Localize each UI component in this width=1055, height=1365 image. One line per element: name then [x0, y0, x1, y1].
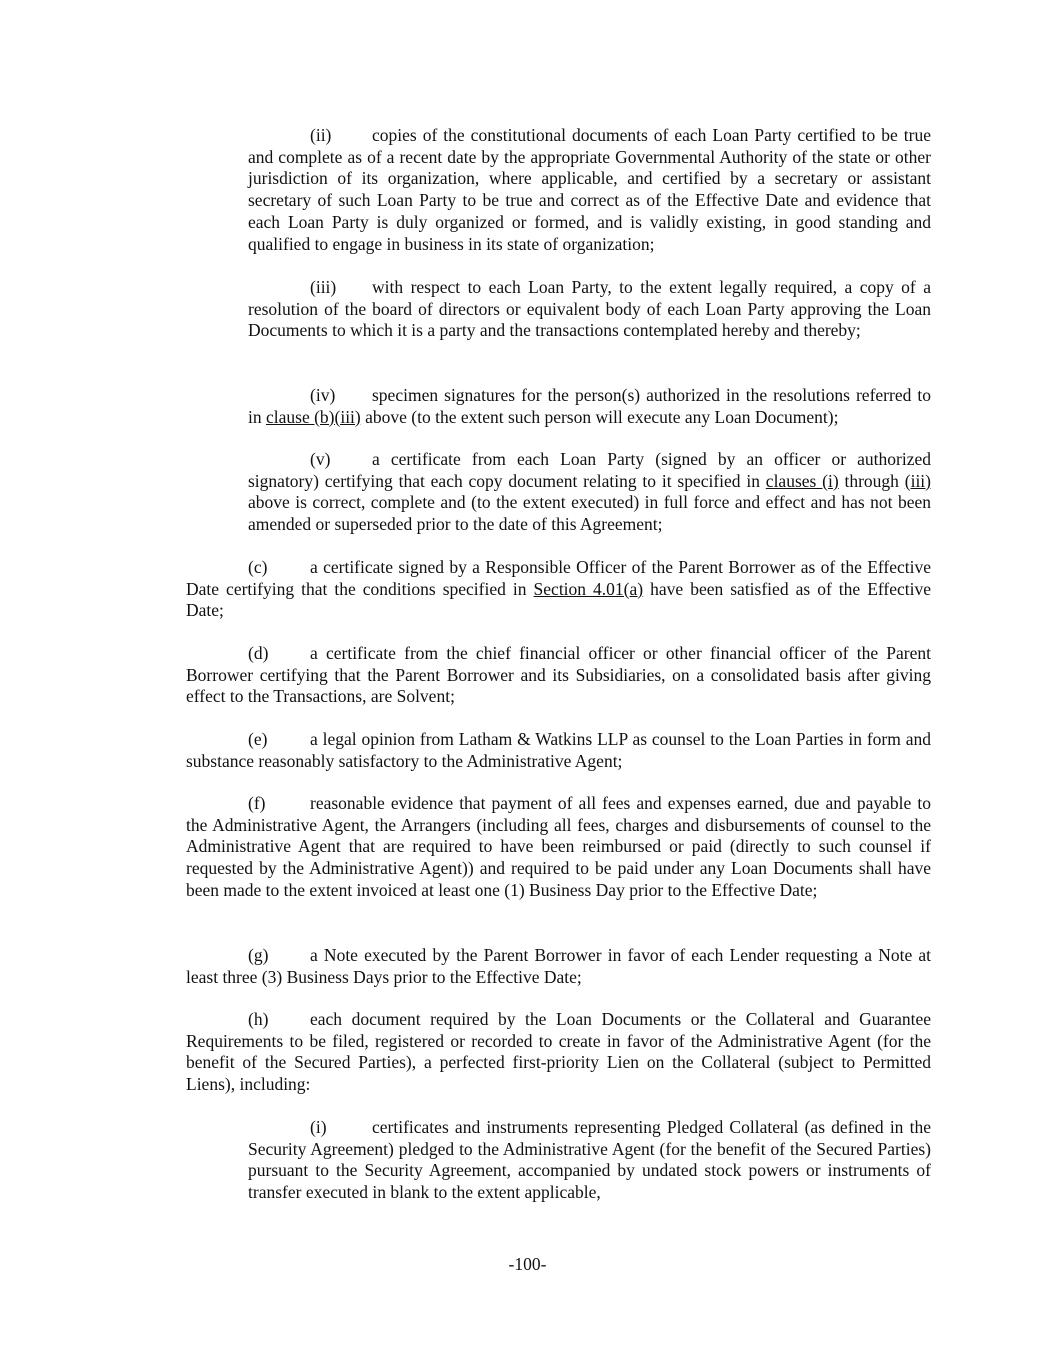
- paragraph-h: [186, 1009, 931, 1096]
- paragraph-e-text: a legal opinion from Latham & Watkins LLP as counsel to the Loan Parties in form and substance reasonably satisfactory to the Administrative Agent;: [186, 729, 931, 771]
- paragraph-ii: [248, 125, 931, 255]
- paragraph-f-text: reasonable evidence that payment of all fees and expenses earned, due and payable to the Administrative Agent, the Arrangers (including all fees, charges and disbursements of counsel to the Administrative Agent that are required to have been reimbursed or paid (directly to such counsel if requested by the Administrative Agent)) and required to be paid under any Loan Documents shall have been made to the extent invoiced at least one (1) Business Day prior to the Effective Date;: [186, 793, 931, 900]
- paragraph-ii-text: copies of the constitutional documents of each Loan Party certified to be true and complete as of a recent date by the appropriate Governmental Authority of the state or other jurisdiction of its organization, where applicable, and certified by a secretary or assistant secretary of such Loan Party to be true and correct as of the Effective Date and evidence that each Loan Party is duly organized or formed, and is validly existing, in good standing and qualified to engage in business in its state of organization;: [248, 125, 931, 254]
- paragraph-c-label: (c): [248, 557, 268, 577]
- paragraph-iv: [248, 385, 931, 428]
- clause-reference-iii: (iii): [904, 470, 931, 491]
- paragraph-d: [186, 643, 931, 708]
- paragraph-g-label: (g): [248, 945, 269, 965]
- paragraph-g-text: a Note executed by the Parent Borrower in favor of each Lender requesting a Note at least three (3) Business Days prior to the Effective Date;: [186, 945, 931, 987]
- paragraph-iv-text-a: specimen signatures for the person(s) authorized in the resolutions referred to in: [248, 385, 931, 427]
- paragraph-iv-text-b: above (to the extent such person will execute any Loan Document);: [360, 406, 839, 427]
- paragraph-g: [186, 945, 931, 988]
- paragraph-iii-label: (iii): [310, 277, 337, 297]
- paragraph-c-text-b: have been satisfied as of the Effective Date;: [186, 578, 931, 621]
- paragraph-iii-text: with respect to each Loan Party, to the extent legally required, a copy of a resolution of the board of directors or equivalent body of each Loan Party approving the Loan Documents to which it is a party and the transactions contemplated hereby and thereby;: [248, 277, 931, 341]
- page-number: -100-: [508, 1254, 547, 1274]
- paragraph-iv-label: (iv): [310, 385, 336, 405]
- paragraph-c-text-a: a certificate signed by a Responsible Officer of the Parent Borrower as of the Effective Date certifying that the conditions specified in: [186, 557, 931, 599]
- paragraph-h-text: each document required by the Loan Documents or the Collateral and Guarantee Requirements to be filed, registered or recorded to create in favor of the Administrative Agent (for the benefit of the Secured Parties), a perfected first-priority Lien on the Collateral (subject to Permitted Liens), including:: [186, 1009, 931, 1095]
- clause-reference-link: clause (b)(iii): [266, 406, 361, 427]
- paragraph-ii-label: (ii): [310, 125, 332, 145]
- paragraph-c: [186, 557, 931, 622]
- paragraph-e: [186, 729, 931, 772]
- paragraph-h-label: (h): [248, 1009, 269, 1029]
- paragraph-v-label: (v): [310, 449, 331, 469]
- paragraph-iii: [248, 277, 931, 342]
- paragraph-i-label: (i): [310, 1117, 327, 1137]
- paragraph-i: [248, 1117, 931, 1204]
- section-reference: Section 4.01(a): [533, 578, 644, 599]
- paragraph-i-text: certificates and instruments representing Pledged Collateral (as defined in the Security Agreement) pledged to the Administrative Agent (for the benefit of the Secured Parties) pursuant to the Security Agreement, accompanied by undated stock powers or instruments of transfer executed in blank to the extent applicable,: [248, 1117, 931, 1203]
- paragraph-f: [186, 793, 931, 902]
- paragraph-d-text: a certificate from the chief financial officer or other financial officer of the Parent Borrower certifying that the Parent Borrower and its Subsidiaries, on a consolidated basis after giving effect to the Transactions, are Solvent;: [186, 643, 931, 707]
- paragraph-d-label: (d): [248, 643, 269, 663]
- paragraph-v-text-a: a certificate from each Loan Party (signed by an officer or authorized signatory) certifying that each copy document relating to it specified in: [248, 449, 931, 491]
- paragraph-e-label: (e): [248, 729, 268, 749]
- paragraph-v-text-c: above is correct, complete and (to the extent executed) in full force and effect and has not been amended or superseded prior to the date of this Agreement;: [248, 492, 931, 535]
- paragraph-v: [248, 449, 931, 536]
- clause-reference-i: clauses (i): [765, 470, 839, 491]
- paragraph-f-label: (f): [248, 793, 266, 813]
- paragraph-v-text-b: through: [838, 470, 905, 491]
